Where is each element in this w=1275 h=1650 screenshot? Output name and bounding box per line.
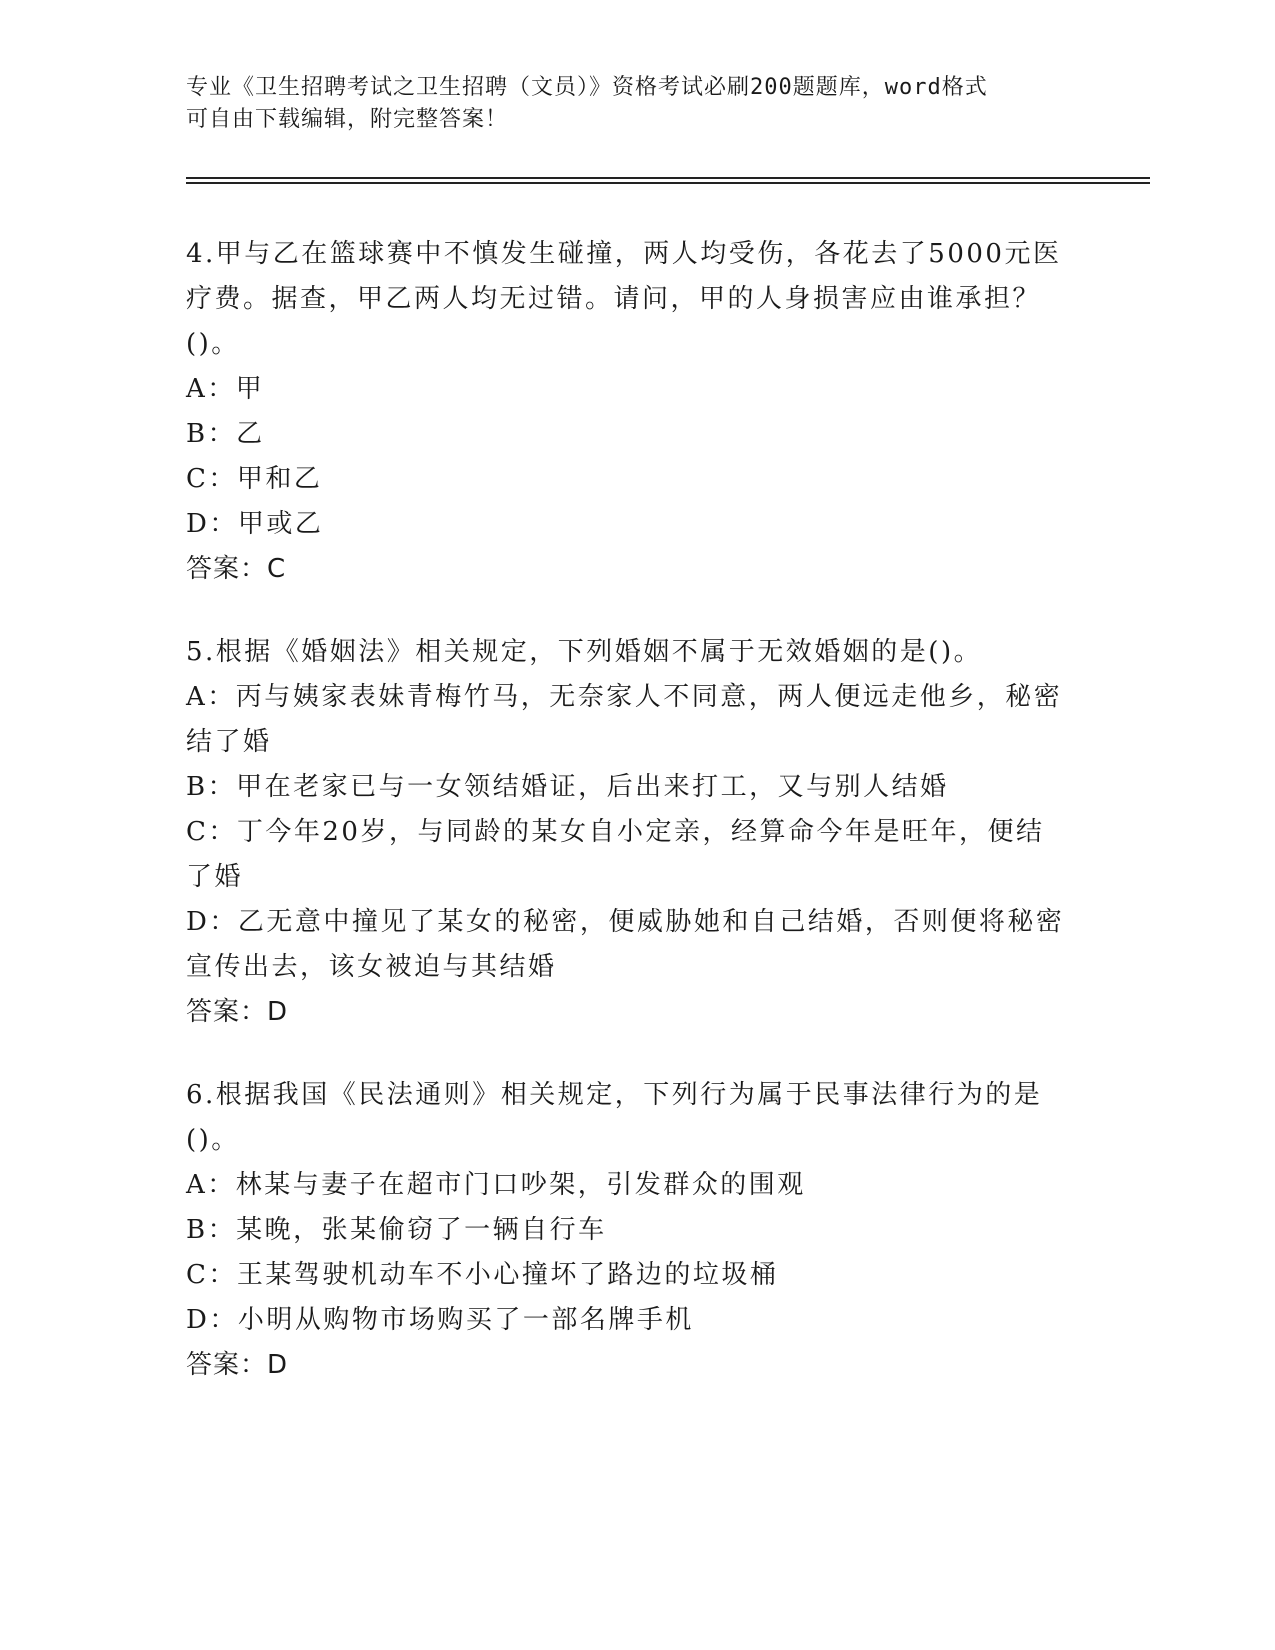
option-a: A：丙与姨家表妹青梅竹马，无奈家人不同意，两人便远走他乡，秘密 [186, 682, 1063, 712]
question-stem-line: 疗费。据查，甲乙两人均无过错。请问，甲的人身损害应由谁承担？ [186, 284, 1042, 314]
option-d: D：甲或乙 [186, 509, 324, 539]
header-divider-bottom [186, 182, 1150, 184]
option-c-continued: 了婚 [186, 862, 244, 892]
option-b: B：甲在老家已与一女领结婚证，后出来打工，又与别人结婚 [186, 772, 949, 802]
answer-label: 答案：D [186, 997, 289, 1027]
option-d: D：小明从购物市场购买了一部名牌手机 [186, 1305, 694, 1335]
answer-label: 答案：C [186, 554, 287, 584]
option-a: A：林某与妻子在超市门口吵架，引发群众的围观 [186, 1170, 806, 1200]
header-divider-top [186, 177, 1150, 179]
option-d-continued: 宣传出去，该女被迫与其结婚 [186, 952, 557, 982]
option-b: B：乙 [186, 419, 265, 449]
option-b: B：某晚，张某偷窃了一辆自行车 [186, 1215, 607, 1245]
option-a: A：甲 [186, 374, 265, 404]
question-stem-line: 4.甲与乙在篮球赛中不慎发生碰撞，两人均受伤，各花去了5000元医 [186, 239, 1062, 269]
question-item [186, 232, 1086, 592]
header-line-2: 可自由下载编辑，附完整答案！ [186, 107, 509, 132]
question-stem-line: 5.根据《婚姻法》相关规定，下列婚姻不属于无效婚姻的是()。 [186, 637, 983, 667]
document-header [186, 72, 1066, 136]
question-item [186, 630, 1086, 1035]
option-c: C：丁今年20岁，与同龄的某女自小定亲，经算命今年是旺年，便结 [186, 817, 1045, 847]
answer-label: 答案：D [186, 1350, 289, 1380]
question-stem-line: ()。 [186, 1125, 240, 1155]
option-c: C：王某驾驶机动车不小心撞坏了路边的垃圾桶 [186, 1260, 779, 1290]
option-c: C：甲和乙 [186, 464, 323, 494]
question-stem-line: 6.根据我国《民法通则》相关规定，下列行为属于民事法律行为的是 [186, 1080, 1043, 1110]
option-d: D：乙无意中撞见了某女的秘密，便威胁她和自己结婚，否则便将秘密 [186, 907, 1065, 937]
header-line-1: 专业《卫生招聘考试之卫生招聘（文员）》资格考试必刷200题题库，word格式 [186, 75, 988, 100]
question-list [186, 232, 1086, 1426]
option-a-continued: 结了婚 [186, 727, 272, 757]
question-stem-line: ()。 [186, 329, 240, 359]
question-item [186, 1073, 1086, 1388]
